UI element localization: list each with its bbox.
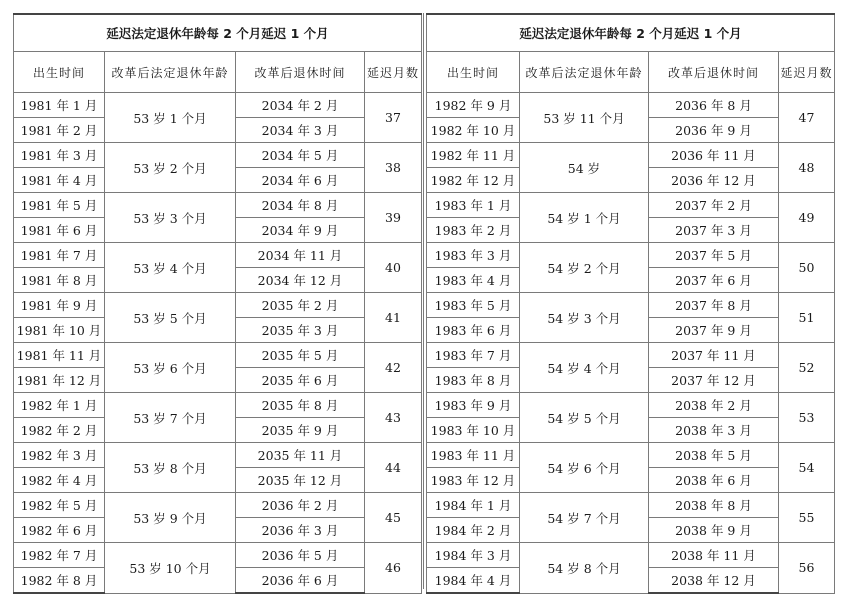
- table-row: [14, 243, 422, 268]
- table-row: [14, 343, 422, 368]
- birth-time-cell: 1984 年 3 月: [427, 543, 520, 568]
- header-birth-time: 出生时间: [427, 52, 520, 93]
- retirement-table-right: [426, 13, 835, 594]
- retirement-age-cell: 53 岁 4 个月: [105, 243, 236, 293]
- birth-time-cell: 1983 年 10 月: [427, 418, 520, 443]
- retirement-age-cell: 54 岁 1 个月: [520, 193, 649, 243]
- retirement-time-cell: 2038 年 5 月: [649, 443, 779, 468]
- retirement-age-cell: 53 岁 1 个月: [105, 93, 236, 143]
- delay-months-cell: 42: [365, 343, 422, 393]
- birth-time-cell: 1981 年 5 月: [14, 193, 105, 218]
- delay-months-cell: 47: [779, 93, 835, 143]
- center-divider: [423, 13, 424, 589]
- retirement-age-cell: 53 岁 2 个月: [105, 143, 236, 193]
- table-row: [427, 443, 835, 468]
- delay-months-cell: 52: [779, 343, 835, 393]
- table-row: [427, 243, 835, 268]
- birth-time-cell: 1983 年 8 月: [427, 368, 520, 393]
- table-row: [14, 193, 422, 218]
- birth-time-cell: 1983 年 3 月: [427, 243, 520, 268]
- birth-time-cell: 1983 年 5 月: [427, 293, 520, 318]
- table-row: [427, 293, 835, 318]
- birth-time-cell: 1981 年 4 月: [14, 168, 105, 193]
- birth-time-cell: 1983 年 2 月: [427, 218, 520, 243]
- birth-time-cell: 1982 年 4 月: [14, 468, 105, 493]
- retirement-age-cell: 53 岁 3 个月: [105, 193, 236, 243]
- table-row: [14, 293, 422, 318]
- birth-time-cell: 1982 年 9 月: [427, 93, 520, 118]
- retirement-time-cell: 2034 年 2 月: [236, 93, 365, 118]
- retirement-age-cell: 53 岁 11 个月: [520, 93, 649, 143]
- retirement-age-cell: 54 岁: [520, 143, 649, 193]
- retirement-time-cell: 2037 年 2 月: [649, 193, 779, 218]
- retirement-time-cell: 2037 年 8 月: [649, 293, 779, 318]
- retirement-age-cell: 54 岁 2 个月: [520, 243, 649, 293]
- delay-months-cell: 48: [779, 143, 835, 193]
- birth-time-cell: 1982 年 7 月: [14, 543, 105, 568]
- retirement-age-cell: 54 岁 3 个月: [520, 293, 649, 343]
- delay-months-cell: 49: [779, 193, 835, 243]
- retirement-time-cell: 2035 年 5 月: [236, 343, 365, 368]
- delay-months-cell: 51: [779, 293, 835, 343]
- retirement-time-cell: 2035 年 8 月: [236, 393, 365, 418]
- retirement-age-cell: 54 岁 5 个月: [520, 393, 649, 443]
- retirement-age-cell: 54 岁 7 个月: [520, 493, 649, 543]
- retirement-time-cell: 2034 年 12 月: [236, 268, 365, 293]
- retirement-time-cell: 2038 年 11 月: [649, 543, 779, 568]
- retirement-table-left: [13, 13, 422, 594]
- header-retirement-time: 改革后退休时间: [649, 52, 779, 93]
- retirement-time-cell: 2037 年 9 月: [649, 318, 779, 343]
- birth-time-cell: 1982 年 12 月: [427, 168, 520, 193]
- birth-time-cell: 1983 年 1 月: [427, 193, 520, 218]
- birth-time-cell: 1981 年 2 月: [14, 118, 105, 143]
- retirement-time-cell: 2034 年 9 月: [236, 218, 365, 243]
- birth-time-cell: 1981 年 10 月: [14, 318, 105, 343]
- birth-time-cell: 1982 年 5 月: [14, 493, 105, 518]
- birth-time-cell: 1981 年 7 月: [14, 243, 105, 268]
- retirement-age-cell: 53 岁 10 个月: [105, 543, 236, 594]
- table-row: [14, 443, 422, 468]
- retirement-time-cell: 2034 年 8 月: [236, 193, 365, 218]
- delay-months-cell: 37: [365, 93, 422, 143]
- retirement-time-cell: 2034 年 6 月: [236, 168, 365, 193]
- retirement-time-cell: 2037 年 11 月: [649, 343, 779, 368]
- delay-months-cell: 46: [365, 543, 422, 594]
- table-row: [427, 543, 835, 568]
- birth-time-cell: 1982 年 11 月: [427, 143, 520, 168]
- birth-time-cell: 1984 年 2 月: [427, 518, 520, 543]
- retirement-time-cell: 2034 年 5 月: [236, 143, 365, 168]
- birth-time-cell: 1982 年 3 月: [14, 443, 105, 468]
- retirement-age-cell: 54 岁 8 个月: [520, 543, 649, 594]
- retirement-time-cell: 2037 年 5 月: [649, 243, 779, 268]
- birth-time-cell: 1981 年 9 月: [14, 293, 105, 318]
- table-row: [14, 493, 422, 518]
- retirement-time-cell: 2038 年 8 月: [649, 493, 779, 518]
- retirement-age-cell: 53 岁 8 个月: [105, 443, 236, 493]
- table-row: [14, 393, 422, 418]
- delay-months-cell: 43: [365, 393, 422, 443]
- birth-time-cell: 1983 年 12 月: [427, 468, 520, 493]
- table-row: [427, 493, 835, 518]
- delay-months-cell: 56: [779, 543, 835, 594]
- birth-time-cell: 1983 年 11 月: [427, 443, 520, 468]
- birth-time-cell: 1981 年 3 月: [14, 143, 105, 168]
- retirement-time-cell: 2037 年 3 月: [649, 218, 779, 243]
- delay-months-cell: 54: [779, 443, 835, 493]
- retirement-time-cell: 2038 年 9 月: [649, 518, 779, 543]
- birth-time-cell: 1984 年 1 月: [427, 493, 520, 518]
- birth-time-cell: 1981 年 6 月: [14, 218, 105, 243]
- retirement-time-cell: 2035 年 12 月: [236, 468, 365, 493]
- retirement-time-cell: 2038 年 12 月: [649, 568, 779, 594]
- birth-time-cell: 1984 年 4 月: [427, 568, 520, 594]
- delay-months-cell: 39: [365, 193, 422, 243]
- table-row: [14, 93, 422, 118]
- table-row: [14, 143, 422, 168]
- birth-time-cell: 1982 年 2 月: [14, 418, 105, 443]
- table-row: [14, 543, 422, 568]
- table-title: 延迟法定退休年龄每 2 个月延迟 1 个月: [427, 14, 835, 52]
- left-table-panel: [13, 13, 421, 594]
- delay-months-cell: 50: [779, 243, 835, 293]
- birth-time-cell: 1981 年 8 月: [14, 268, 105, 293]
- retirement-age-cell: 54 岁 4 个月: [520, 343, 649, 393]
- delay-months-cell: 38: [365, 143, 422, 193]
- retirement-age-cell: 53 岁 9 个月: [105, 493, 236, 543]
- birth-time-cell: 1982 年 6 月: [14, 518, 105, 543]
- retirement-time-cell: 2037 年 6 月: [649, 268, 779, 293]
- birth-time-cell: 1983 年 4 月: [427, 268, 520, 293]
- delay-months-cell: 55: [779, 493, 835, 543]
- birth-time-cell: 1982 年 8 月: [14, 568, 105, 594]
- birth-time-cell: 1981 年 12 月: [14, 368, 105, 393]
- retirement-time-cell: 2036 年 2 月: [236, 493, 365, 518]
- retirement-time-cell: 2035 年 3 月: [236, 318, 365, 343]
- delay-months-cell: 45: [365, 493, 422, 543]
- right-table-panel: [426, 13, 834, 594]
- header-birth-time: 出生时间: [14, 52, 105, 93]
- retirement-time-cell: 2038 年 2 月: [649, 393, 779, 418]
- retirement-time-cell: 2034 年 11 月: [236, 243, 365, 268]
- retirement-time-cell: 2036 年 5 月: [236, 543, 365, 568]
- birth-time-cell: 1983 年 9 月: [427, 393, 520, 418]
- retirement-time-cell: 2036 年 11 月: [649, 143, 779, 168]
- birth-time-cell: 1981 年 11 月: [14, 343, 105, 368]
- birth-time-cell: 1981 年 1 月: [14, 93, 105, 118]
- retirement-time-cell: 2035 年 9 月: [236, 418, 365, 443]
- birth-time-cell: 1983 年 7 月: [427, 343, 520, 368]
- retirement-age-cell: 53 岁 6 个月: [105, 343, 236, 393]
- retirement-time-cell: 2035 年 6 月: [236, 368, 365, 393]
- retirement-time-cell: 2037 年 12 月: [649, 368, 779, 393]
- header-delay-months: 延迟月数: [365, 52, 422, 93]
- retirement-time-cell: 2035 年 11 月: [236, 443, 365, 468]
- table-row: [427, 343, 835, 368]
- retirement-time-cell: 2036 年 12 月: [649, 168, 779, 193]
- header-retirement-age: 改革后法定退休年龄: [520, 52, 649, 93]
- table-row: [427, 393, 835, 418]
- retirement-time-cell: 2038 年 6 月: [649, 468, 779, 493]
- table-row: [427, 143, 835, 168]
- retirement-time-cell: 2034 年 3 月: [236, 118, 365, 143]
- retirement-time-cell: 2036 年 9 月: [649, 118, 779, 143]
- header-retirement-time: 改革后退休时间: [236, 52, 365, 93]
- delay-months-cell: 41: [365, 293, 422, 343]
- delay-months-cell: 53: [779, 393, 835, 443]
- retirement-time-cell: 2036 年 6 月: [236, 568, 365, 594]
- retirement-time-cell: 2038 年 3 月: [649, 418, 779, 443]
- retirement-time-cell: 2036 年 8 月: [649, 93, 779, 118]
- table-row: [427, 93, 835, 118]
- retirement-age-cell: 53 岁 7 个月: [105, 393, 236, 443]
- retirement-age-cell: 54 岁 6 个月: [520, 443, 649, 493]
- retirement-time-cell: 2035 年 2 月: [236, 293, 365, 318]
- birth-time-cell: 1982 年 10 月: [427, 118, 520, 143]
- table-row: [427, 193, 835, 218]
- birth-time-cell: 1983 年 6 月: [427, 318, 520, 343]
- delay-months-cell: 44: [365, 443, 422, 493]
- table-title: 延迟法定退休年龄每 2 个月延迟 1 个月: [14, 14, 422, 52]
- retirement-age-cell: 53 岁 5 个月: [105, 293, 236, 343]
- header-delay-months: 延迟月数: [779, 52, 835, 93]
- delay-months-cell: 40: [365, 243, 422, 293]
- retirement-time-cell: 2036 年 3 月: [236, 518, 365, 543]
- header-retirement-age: 改革后法定退休年龄: [105, 52, 236, 93]
- birth-time-cell: 1982 年 1 月: [14, 393, 105, 418]
